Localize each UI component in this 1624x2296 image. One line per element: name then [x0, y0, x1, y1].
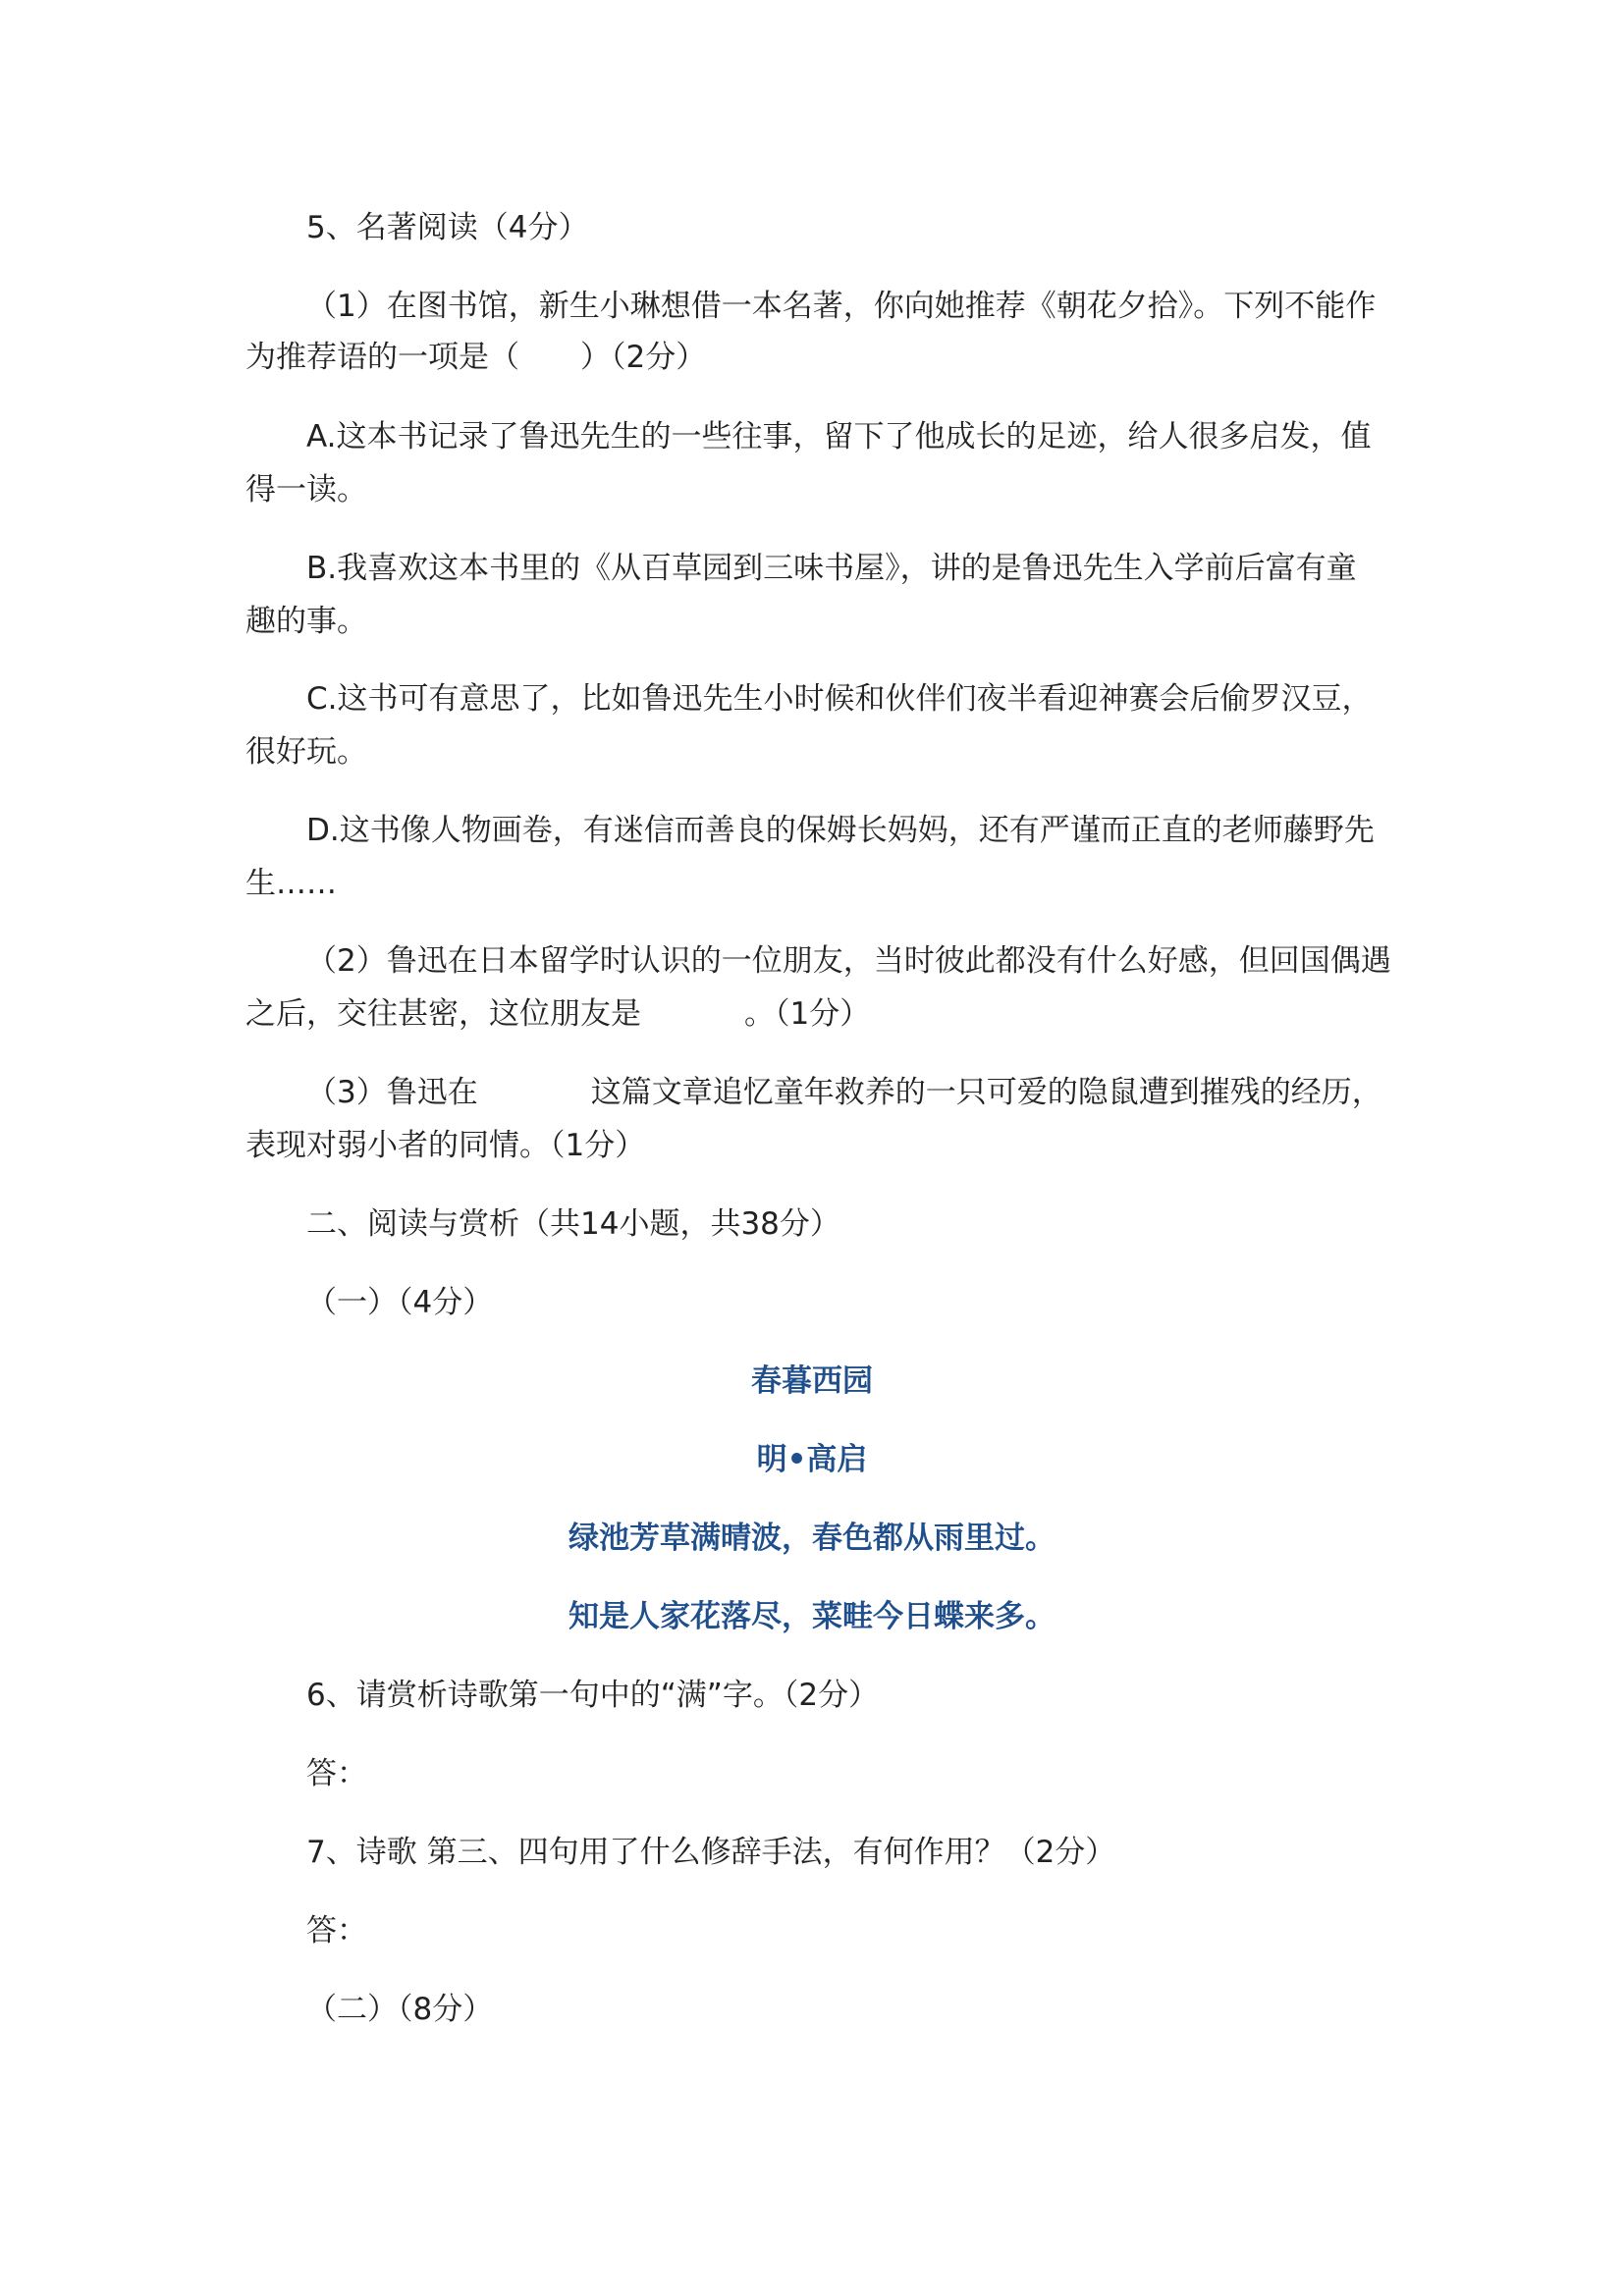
q5-sub3-prefix: （3）鲁迅在 — [306, 1075, 478, 1110]
section2-part1: （一）（4分） — [306, 1285, 494, 1320]
poem-line1: 绿池芳草满晴波，春色都从雨里过。 — [568, 1521, 1056, 1556]
q5-option-a-line1: A.这本书记录了鲁迅先生的一些往事，留下了他成长的足迹，给人很多启发，值 — [306, 419, 1372, 454]
q7-text: 7、诗歌 第三、四句用了什么修辞手法，有何作用？（2分） — [306, 1835, 1116, 1870]
q5-option-d-line2: 生…… — [245, 866, 337, 901]
q5-sub2-text: 之后，交往甚密，这位朋友是 — [245, 996, 641, 1032]
q5-sub3-text: 这篇文章追忆童年救养的一只可爱的隐鼠遭到摧残的经历， — [590, 1075, 1382, 1110]
q5-option-c-line1: C.这书可有意思了，比如鲁迅先生小时候和伙伴们夜半看迎神赛会后偷罗汉豆， — [306, 681, 1373, 717]
section2-heading: 二、阅读与赏析（共14小题，共38分） — [306, 1206, 840, 1242]
q5-sub1-line1: （1）在图书馆，新生小琳想借一本名著，你向她推荐《朝花夕拾》。下列不能作 — [306, 289, 1377, 324]
q5-sub1-line2: 为推荐语的一项是（ ）（2分） — [245, 340, 707, 375]
q5-sub2-line1: （2）鲁迅在日本留学时认识的一位朋友，当时彼此都没有什么好感，但回国偶遇 — [306, 943, 1391, 979]
q5-option-b-line1: B.我喜欢这本书里的《从百草园到三味书屋》，讲的是鲁迅先生入学前后富有童 — [306, 551, 1357, 586]
q6-answer[interactable]: 答： — [306, 1756, 367, 1791]
q7-answer[interactable]: 答： — [306, 1913, 367, 1949]
section2-part2: （二）（8分） — [306, 1992, 494, 2027]
q5-option-a-line2: 得一读。 — [245, 472, 367, 507]
poem-author: 明•高启 — [756, 1442, 868, 1477]
q5-option-b-line2: 趣的事。 — [245, 604, 367, 639]
q5-option-c-line2: 很好玩。 — [245, 734, 367, 770]
poem-title: 春暮西园 — [751, 1363, 873, 1399]
q5-sub3-line2: 表现对弱小者的同情。（1分） — [245, 1128, 646, 1163]
q6-text: 6、请赏析诗歌第一句中的“满”字。（2分） — [306, 1678, 880, 1713]
q5-sub2-line2 — [245, 994, 1394, 1034]
poem-line2: 知是人家花落尽，菜畦今日蝶来多。 — [568, 1599, 1056, 1634]
q5-sub2-score: 。（1分） — [744, 996, 871, 1032]
q5-sub3-line1 — [306, 1073, 1455, 1112]
q5-option-d-line1: D.这书像人物画卷，有迷信而善良的保姆长妈妈，还有严谨而正直的老师藤野先 — [306, 813, 1375, 848]
q5-title: 5、名著阅读（4分） — [306, 210, 589, 245]
